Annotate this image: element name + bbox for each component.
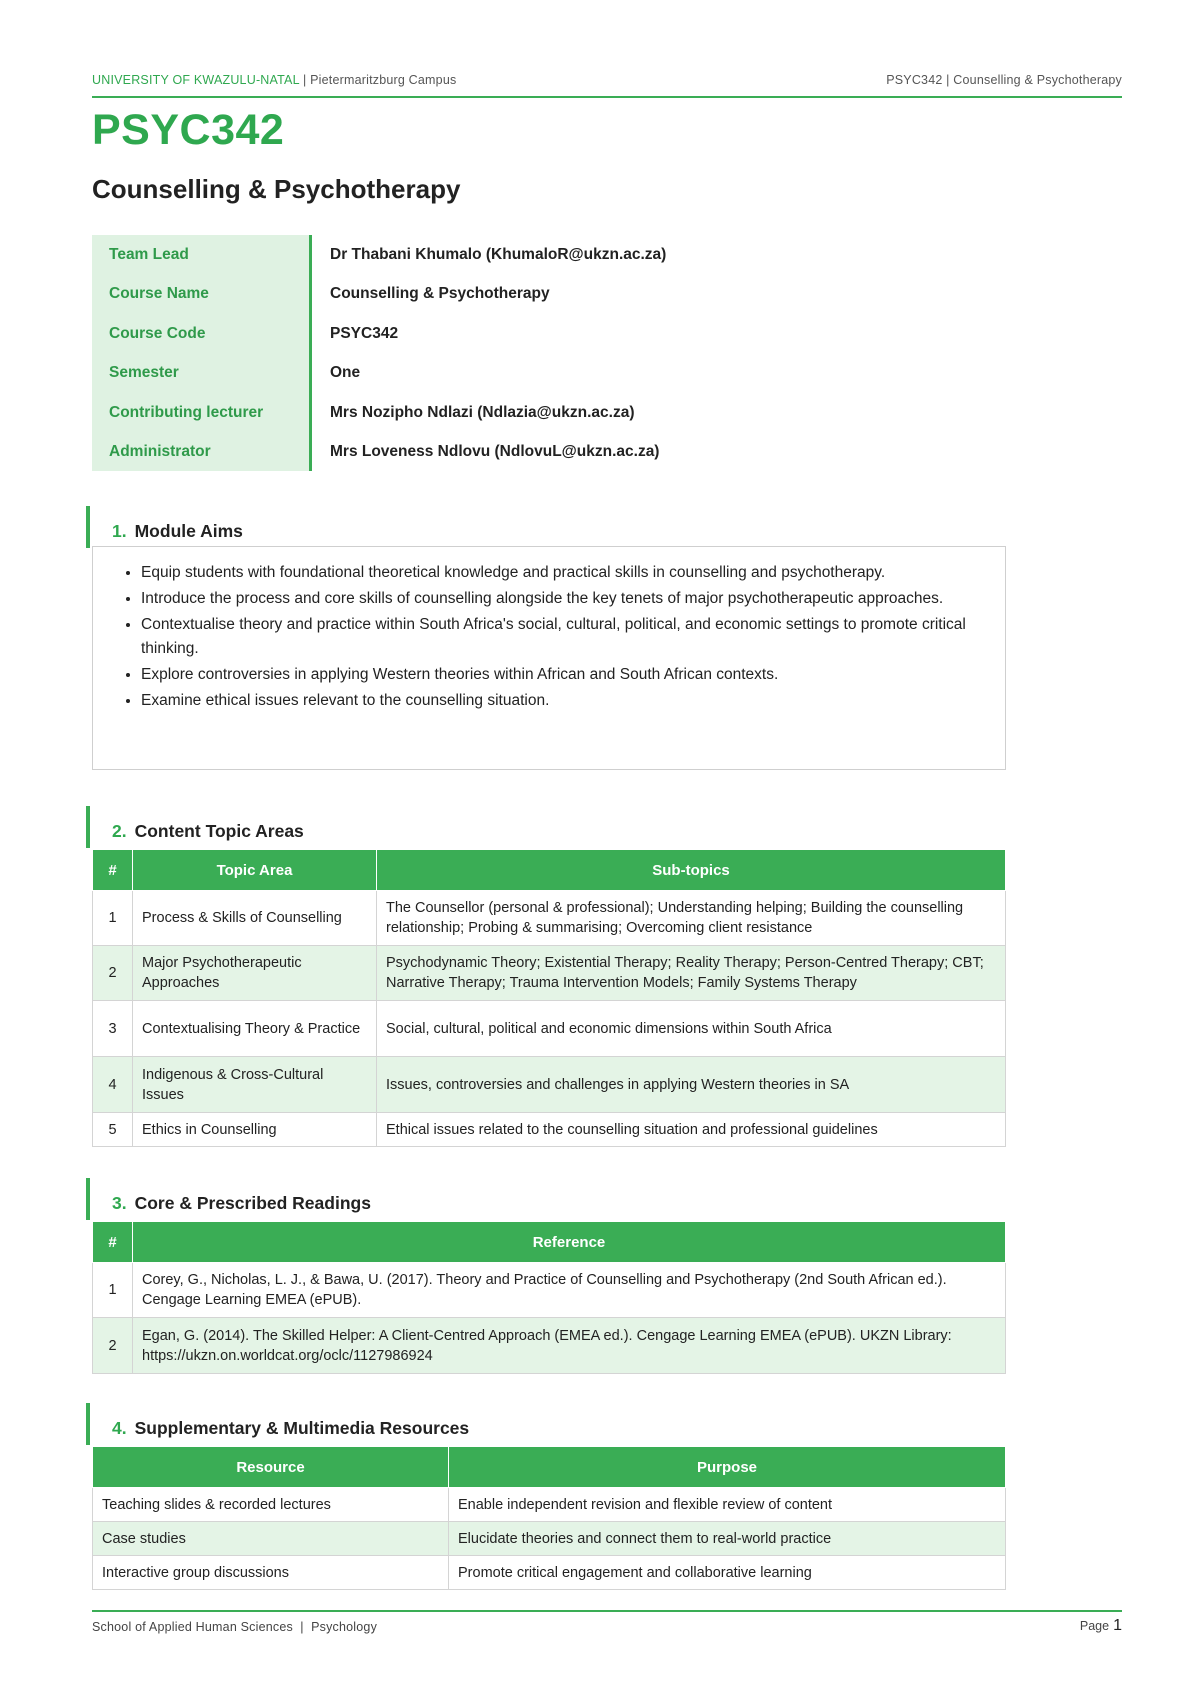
header-left bbox=[92, 73, 456, 87]
list-item: • Explore controversies in applying Western theories within African and South African contexts. bbox=[141, 663, 985, 687]
section-number: 1. bbox=[112, 521, 127, 541]
cell-topic-area: Indigenous & Cross-Cultural Issues bbox=[133, 1057, 377, 1113]
cell-number: 1 bbox=[93, 891, 133, 946]
info-value: PSYC342 bbox=[330, 324, 399, 342]
info-row bbox=[92, 314, 1122, 353]
header-right: PSYC342 | Counselling & Psychotherapy bbox=[886, 73, 1122, 87]
cell-topic-area: Ethics in Counselling bbox=[133, 1113, 377, 1147]
column-header: Reference bbox=[133, 1222, 1006, 1263]
column-header: # bbox=[93, 1222, 133, 1263]
cell-purpose: Enable independent revision and flexible review of content bbox=[449, 1488, 1006, 1522]
header-rule bbox=[92, 96, 1122, 98]
info-value: One bbox=[330, 364, 361, 382]
section-heading-readings bbox=[86, 1178, 371, 1220]
table-header-row bbox=[93, 1447, 1006, 1488]
aims-list bbox=[121, 561, 985, 713]
header-university: UNIVERSITY OF KWAZULU-NATAL bbox=[92, 73, 300, 87]
info-key: Course Code bbox=[92, 314, 312, 353]
section-title: Supplementary & Multimedia Resources bbox=[134, 1418, 470, 1438]
header-campus: Pietermaritzburg Campus bbox=[310, 73, 457, 87]
info-row bbox=[92, 235, 1122, 274]
section-heading-topics bbox=[86, 806, 304, 848]
info-row bbox=[92, 432, 1122, 471]
table-row bbox=[93, 1263, 1006, 1318]
section-title: Module Aims bbox=[134, 521, 243, 541]
cell-resource: Interactive group discussions bbox=[93, 1556, 449, 1590]
table-row bbox=[93, 1113, 1006, 1147]
cell-number: 1 bbox=[93, 1263, 133, 1318]
document-page bbox=[92, 0, 1122, 1696]
info-key: Semester bbox=[92, 353, 312, 392]
info-row bbox=[92, 353, 1122, 392]
footer-rule bbox=[92, 1610, 1122, 1612]
cell-topic-area: Contextualising Theory & Practice bbox=[133, 1001, 377, 1057]
cell-subtopics: Social, cultural, political and economic dimensions within South Africa bbox=[377, 1001, 1006, 1057]
cell-subtopics: Psychodynamic Theory; Existential Therapy; Reality Therapy; Person-Centred Therapy; CBT; Narrative Therapy; Trauma Intervention Models; Family Systems Therapy bbox=[377, 946, 1006, 1001]
column-header: # bbox=[93, 850, 133, 891]
page-label: Page bbox=[1079, 1619, 1110, 1633]
table-row bbox=[93, 1556, 1006, 1590]
section-heading-resources bbox=[86, 1403, 469, 1445]
cell-number: 2 bbox=[93, 1318, 133, 1374]
header-separator: | bbox=[302, 73, 307, 87]
section-number: 3. bbox=[112, 1193, 127, 1213]
cell-resource: Case studies bbox=[93, 1522, 449, 1556]
course-info-table bbox=[92, 235, 1122, 471]
footer-page bbox=[1080, 1617, 1122, 1635]
table-header-row bbox=[93, 1222, 1006, 1263]
module-aims-box bbox=[92, 546, 1006, 770]
info-value: Mrs Nozipho Ndlazi (Ndlazia@ukzn.ac.za) bbox=[330, 403, 635, 421]
list-item: • Contextualise theory and practice within South Africa's social, cultural, political, and economic settings to promote critical thinking. bbox=[141, 613, 985, 661]
page-header bbox=[92, 73, 1122, 93]
cell-reference: Corey, G., Nicholas, L. J., & Bawa, U. (2017). Theory and Practice of Counselling and Psychotherapy (2nd South African ed.). Cengage Learning EMEA (ePUB). bbox=[133, 1263, 1006, 1318]
section-heading-aims bbox=[86, 506, 243, 548]
info-value: Counselling & Psychotherapy bbox=[330, 285, 550, 303]
table-header-row bbox=[93, 850, 1006, 891]
info-row bbox=[92, 393, 1122, 432]
cell-number: 3 bbox=[93, 1001, 133, 1057]
cell-subtopics: Issues, controversies and challenges in applying Western theories in SA bbox=[377, 1057, 1006, 1113]
table-row bbox=[93, 1001, 1006, 1057]
cell-subtopics: The Counsellor (personal & professional); Understanding helping; Building the counselling relationship; Probing & summarising; Overcoming client resistance bbox=[377, 891, 1006, 946]
topics-table bbox=[92, 849, 1006, 1147]
table-row bbox=[93, 946, 1006, 1001]
info-key: Team Lead bbox=[92, 235, 312, 274]
cell-number: 4 bbox=[93, 1057, 133, 1113]
table-row bbox=[93, 1488, 1006, 1522]
cell-resource: Teaching slides & recorded lectures bbox=[93, 1488, 449, 1522]
course-code-title: PSYC342 bbox=[92, 106, 285, 154]
table-row bbox=[93, 891, 1006, 946]
list-item: • Equip students with foundational theoretical knowledge and practical skills in counselling and psychotherapy. bbox=[141, 561, 985, 585]
cell-reference: Egan, G. (2014). The Skilled Helper: A Client-Centred Approach (EMEA ed.). Cengage Learning EMEA (ePUB). UKZN Library: https://ukzn.on.worldcat.org/oclc/1127986924 bbox=[133, 1318, 1006, 1374]
resources-table bbox=[92, 1446, 1006, 1590]
table-row bbox=[93, 1057, 1006, 1113]
course-name-title: Counselling & Psychotherapy bbox=[92, 174, 461, 204]
cell-number: 5 bbox=[93, 1113, 133, 1147]
info-value: Mrs Loveness Ndlovu (NdlovuL@ukzn.ac.za) bbox=[330, 442, 660, 460]
column-header: Purpose bbox=[449, 1447, 1006, 1488]
column-header: Resource bbox=[93, 1447, 449, 1488]
section-title: Content Topic Areas bbox=[134, 821, 304, 841]
section-number: 4. bbox=[112, 1418, 127, 1438]
footer-school: School of Applied Human Sciences | Psychology bbox=[92, 1620, 378, 1634]
section-title: Core & Prescribed Readings bbox=[134, 1193, 371, 1213]
info-value: Dr Thabani Khumalo (KhumaloR@ukzn.ac.za) bbox=[330, 246, 667, 263]
cell-topic-area: Process & Skills of Counselling bbox=[133, 891, 377, 946]
table-row bbox=[93, 1522, 1006, 1556]
cell-purpose: Promote critical engagement and collaborative learning bbox=[449, 1556, 1006, 1590]
info-key: Administrator bbox=[92, 432, 312, 471]
column-header: Sub-topics bbox=[377, 850, 1006, 891]
table-row bbox=[93, 1318, 1006, 1374]
cell-subtopics: Ethical issues related to the counselling situation and professional guidelines bbox=[377, 1113, 1006, 1147]
info-key: Course Name bbox=[92, 274, 312, 313]
cell-topic-area: Major Psychotherapeutic Approaches bbox=[133, 946, 377, 1001]
cell-number: 2 bbox=[93, 946, 133, 1001]
section-number: 2. bbox=[112, 821, 127, 841]
page-number: 1 bbox=[1113, 1617, 1122, 1634]
info-key: Contributing lecturer bbox=[92, 393, 312, 432]
info-row bbox=[92, 274, 1122, 313]
readings-table bbox=[92, 1221, 1006, 1374]
column-header: Topic Area bbox=[133, 850, 377, 891]
list-item: • Examine ethical issues relevant to the counselling situation. bbox=[141, 689, 985, 713]
list-item: • Introduce the process and core skills of counselling alongside the key tenets of major psychotherapeutic approaches. bbox=[141, 587, 985, 611]
cell-purpose: Elucidate theories and connect them to real-world practice bbox=[449, 1522, 1006, 1556]
